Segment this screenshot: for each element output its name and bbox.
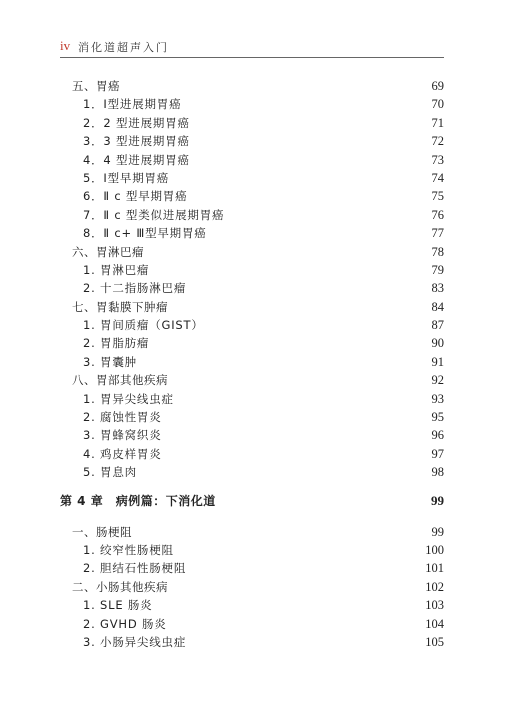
toc-page-number: 72	[431, 134, 444, 149]
toc-entry-title: 一、肠梗阻	[72, 524, 132, 539]
toc-page-number: 102	[425, 579, 444, 594]
toc-item	[60, 615, 444, 633]
toc-item	[60, 279, 444, 297]
toc-page-number: 70	[431, 97, 444, 112]
toc-entry-title: 5．Ⅰ型早期胃癌	[83, 170, 170, 185]
toc-entry-title: 七、胃黏膜下肿瘤	[72, 299, 168, 314]
toc-page-number: 96	[431, 428, 444, 443]
toc-item	[60, 541, 444, 559]
toc-entry-title: 1. 胃间质瘤（GIST）	[83, 318, 204, 333]
toc-section	[60, 77, 444, 95]
toc-page-number: 101	[425, 561, 444, 576]
toc-page-number: 93	[431, 391, 444, 406]
toc-item	[60, 206, 444, 224]
toc-entry-title: 1. SLE 肠炎	[83, 598, 153, 613]
toc-page-number: 73	[431, 152, 444, 167]
toc-entry-title: 3. 胃囊肿	[83, 354, 137, 369]
toc-entry-title: 5. 胃息肉	[83, 465, 137, 480]
toc-page-number: 90	[431, 336, 444, 351]
toc-entry-title: 1. 绞窄性肠梗阻	[83, 542, 174, 557]
toc-page-number: 99	[431, 492, 444, 508]
toc-page-number: 105	[425, 634, 444, 649]
toc-entry-title: 3. 小肠异尖线虫症	[83, 634, 187, 649]
toc-entry-title: 六、胃淋巴瘤	[72, 244, 144, 259]
toc-entry-title: 2. 胃脂肪瘤	[83, 336, 150, 351]
toc-entry-title: 1．Ⅰ型进展期胃癌	[83, 97, 182, 112]
toc-entry-title: 第 4 章 病例篇：下消化道	[60, 493, 216, 508]
toc-item	[60, 596, 444, 614]
toc-item	[60, 445, 444, 463]
toc-page-number: 91	[431, 354, 444, 369]
toc-entry-title: 1. 胃淋巴瘤	[83, 262, 150, 277]
toc-item	[60, 261, 444, 279]
toc-page-number: 78	[431, 244, 444, 259]
toc-entry-title: 7．Ⅱ c 型类似进展期胃癌	[83, 207, 225, 222]
toc-section	[60, 371, 444, 389]
toc-item	[60, 95, 444, 113]
toc-entry-title: 五、胃癌	[72, 79, 120, 93]
toc-item	[60, 224, 444, 242]
toc-section	[60, 243, 444, 261]
table-of-contents	[60, 77, 444, 651]
header-rule	[60, 57, 444, 58]
toc-page-number: 100	[425, 542, 444, 557]
toc-page-number: 75	[431, 189, 444, 204]
toc-page-number: 99	[431, 524, 444, 539]
book-title: 消化道超声入门	[78, 41, 169, 54]
toc-page-number: 98	[431, 465, 444, 480]
toc-entry-title: 3. 胃蜂窝织炎	[83, 428, 162, 443]
toc-item	[60, 426, 444, 444]
toc-page-number: 87	[431, 318, 444, 333]
toc-item	[60, 353, 444, 371]
toc-page-number: 83	[431, 281, 444, 296]
running-header	[60, 38, 444, 58]
toc-entry-title: 8．Ⅱ c+ Ⅲ型早期胃癌	[83, 226, 207, 241]
toc-item	[60, 114, 444, 132]
toc-item	[60, 187, 444, 205]
page-number: iv	[60, 38, 71, 53]
toc-item	[60, 151, 444, 169]
toc-item	[60, 169, 444, 187]
toc-item	[60, 316, 444, 334]
toc-item	[60, 408, 444, 426]
toc-section	[60, 523, 444, 541]
toc-item	[60, 390, 444, 408]
toc-entry-title: 2. GVHD 肠炎	[83, 616, 167, 631]
toc-page-number: 104	[425, 616, 444, 631]
toc-chapter	[60, 491, 444, 511]
toc-section	[60, 298, 444, 316]
toc-entry-title: 2. 腐蚀性胃炎	[83, 410, 162, 425]
toc-entry-title: 2．2 型进展期胃癌	[83, 115, 190, 130]
toc-page-number: 77	[431, 226, 444, 241]
toc-entry-title: 6．Ⅱ c 型早期胃癌	[83, 189, 188, 204]
toc-page-number: 84	[431, 299, 444, 314]
toc-item	[60, 334, 444, 352]
toc-page-number: 95	[431, 410, 444, 425]
toc-page-number: 92	[431, 373, 444, 388]
toc-entry-title: 4. 鸡皮样胃炎	[83, 446, 162, 461]
toc-page-number: 69	[431, 79, 444, 93]
toc-page-number: 103	[425, 598, 444, 613]
toc-page-number: 97	[431, 446, 444, 461]
toc-item	[60, 463, 444, 481]
toc-entry-title: 八、胃部其他疾病	[72, 373, 168, 388]
toc-entry-title: 3．3 型进展期胃癌	[83, 134, 190, 149]
toc-entry-title: 二、小肠其他疾病	[72, 579, 168, 594]
toc-entry-title: 2. 十二指肠淋巴瘤	[83, 281, 187, 296]
toc-page-number: 79	[431, 262, 444, 277]
toc-page-number: 74	[431, 170, 444, 185]
toc-item	[60, 132, 444, 150]
toc-item	[60, 559, 444, 577]
toc-page-number: 71	[431, 115, 444, 130]
toc-entry-title: 1. 胃异尖线虫症	[83, 391, 174, 406]
toc-entry-title: 4．4 型进展期胃癌	[83, 152, 190, 167]
toc-entry-title: 2. 胆结石性肠梗阻	[83, 561, 187, 576]
toc-item	[60, 633, 444, 651]
toc-page-number: 76	[431, 207, 444, 222]
toc-section	[60, 578, 444, 596]
